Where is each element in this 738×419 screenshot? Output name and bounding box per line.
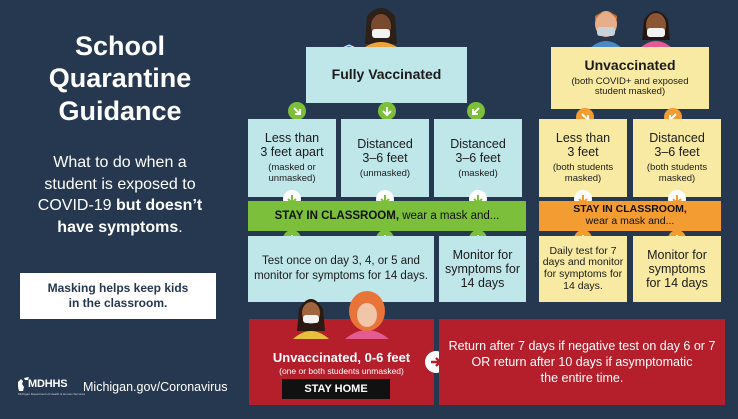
down-right-arrow-icon [288, 102, 306, 120]
fully-vaccinated-header [306, 47, 467, 103]
option-note-1: (masked or [268, 162, 316, 174]
option-note-2: masked) [564, 173, 602, 184]
subtitle [14, 152, 226, 238]
vaccinated-option-less-than-3ft [248, 119, 336, 197]
option-line-2: 3–6 feet [455, 150, 501, 165]
option-line-2: 3 feet [567, 145, 599, 160]
unvaccinated-outcome-daily-test [539, 236, 627, 302]
subtitle-line-4 [14, 217, 226, 239]
website-link[interactable]: Michigan.gov/Coronavirus [83, 380, 228, 394]
stay-home-return-rule [439, 319, 725, 405]
option-line-1: Distanced [649, 131, 705, 146]
mdhhs-logo [16, 376, 86, 400]
vaccinated-option-distanced-masked [434, 119, 522, 197]
option-note-2: masked) [658, 173, 696, 184]
return-line-2: OR return after 10 days if asymptomatic [471, 354, 693, 369]
down-arrow-icon [378, 102, 396, 120]
bar-bold-text: STAY IN CLASSROOM, [274, 209, 400, 222]
logo-text: MDHHS [28, 378, 68, 390]
unvaccinated-label: Unvaccinated [584, 57, 676, 74]
title-line-1: School [74, 31, 165, 61]
subtitle-line-2: student is exposed to [44, 175, 196, 193]
bar-line-1: STAY IN CLASSROOM, [573, 203, 687, 216]
option-note-1: (both students [552, 162, 614, 174]
unvaccinated-sub-1: (both COVID+ and exposed [571, 75, 689, 87]
unvaccinated-option-distanced [633, 119, 721, 197]
outcome-line-3: for 14 days [646, 276, 708, 290]
option-note-1: (unmasked) [359, 167, 411, 179]
outcome-line-1: Test once on day 3, 4, or 5 and [262, 255, 420, 268]
unvaccinated-stay-in-classroom-bar [539, 201, 721, 231]
vaccinated-option-distanced-unmasked [341, 119, 429, 197]
vaccinated-person-illustration [353, 4, 409, 50]
outcome-line-3: for symptoms for [543, 268, 623, 280]
subtitle-bold: but doesn’t [116, 197, 203, 215]
stay-home-label: STAY HOME [282, 379, 390, 399]
unvaccinated-header [551, 47, 709, 109]
unvaccinated-people-illustration [582, 4, 682, 50]
masking-note-line-2: in the classroom. [68, 296, 168, 310]
subtitle-line-3 [14, 195, 226, 217]
outcome-line-1: Daily test for 7 [549, 244, 617, 257]
outcome-line-3: 14 days [460, 276, 505, 290]
subtitle-period: . [178, 218, 183, 236]
stay-home-heading: Unvaccinated, 0-6 feet [272, 350, 411, 365]
fully-vaccinated-label: Fully Vaccinated [331, 66, 442, 83]
option-note-2: unmasked) [268, 173, 316, 184]
logo-subtext: Michigan Department of Health & Human Services [18, 392, 86, 396]
option-line-1: Less than [555, 131, 611, 146]
masking-note [20, 273, 216, 319]
vaccinated-outcome-monitor [439, 236, 526, 302]
option-line-1: Less than [264, 131, 320, 146]
option-line-1: Distanced [357, 136, 413, 151]
unvaccinated-sub-2: student masked) [594, 86, 666, 98]
option-line-2: 3–6 feet [362, 150, 408, 165]
option-note-1: (masked) [458, 167, 498, 179]
unvaccinated-students-illustration [285, 287, 395, 339]
return-line-3: the entire time. [540, 371, 624, 386]
unvaccinated-outcome-monitor [633, 236, 721, 302]
unvaccinated-option-less-than-3ft [539, 119, 627, 197]
return-line-1: Return after 7 days if negative test on day 6 or 7 [448, 338, 716, 353]
option-note-1: (both students [646, 162, 708, 174]
stay-home-sub: (one or both students unmasked) [279, 366, 404, 376]
title-line-3: Guidance [58, 95, 182, 126]
down-left-arrow-icon [467, 102, 485, 120]
masking-note-line-1: Masking helps keep kids [47, 281, 189, 295]
outcome-line-1: Monitor for [452, 248, 513, 262]
option-line-2: 3–6 feet [654, 145, 700, 160]
subtitle-plain: COVID-19 [37, 197, 117, 215]
title-line-2: Quarantine [48, 63, 192, 94]
bar-rest-text: wear a mask and... [399, 209, 500, 222]
outcome-line-2: symptoms for [444, 262, 520, 276]
subtitle-bold-2: have symptoms [57, 218, 179, 236]
page-title [20, 30, 220, 127]
outcome-line-2: days and monitor [542, 256, 624, 269]
outcome-line-2: symptoms [648, 262, 706, 276]
bar-line-2: wear a mask and... [585, 215, 675, 227]
outcome-line-1: Monitor for [647, 248, 707, 262]
option-line-2: 3 feet apart [260, 145, 324, 160]
outcome-line-2: monitor for symptoms for 14 days. [254, 270, 428, 282]
option-line-1: Distanced [450, 136, 506, 151]
vaccinated-stay-in-classroom-bar [248, 201, 526, 231]
outcome-line-4: 14 days. [563, 279, 603, 292]
subtitle-line-1: What to do when a [53, 154, 187, 171]
